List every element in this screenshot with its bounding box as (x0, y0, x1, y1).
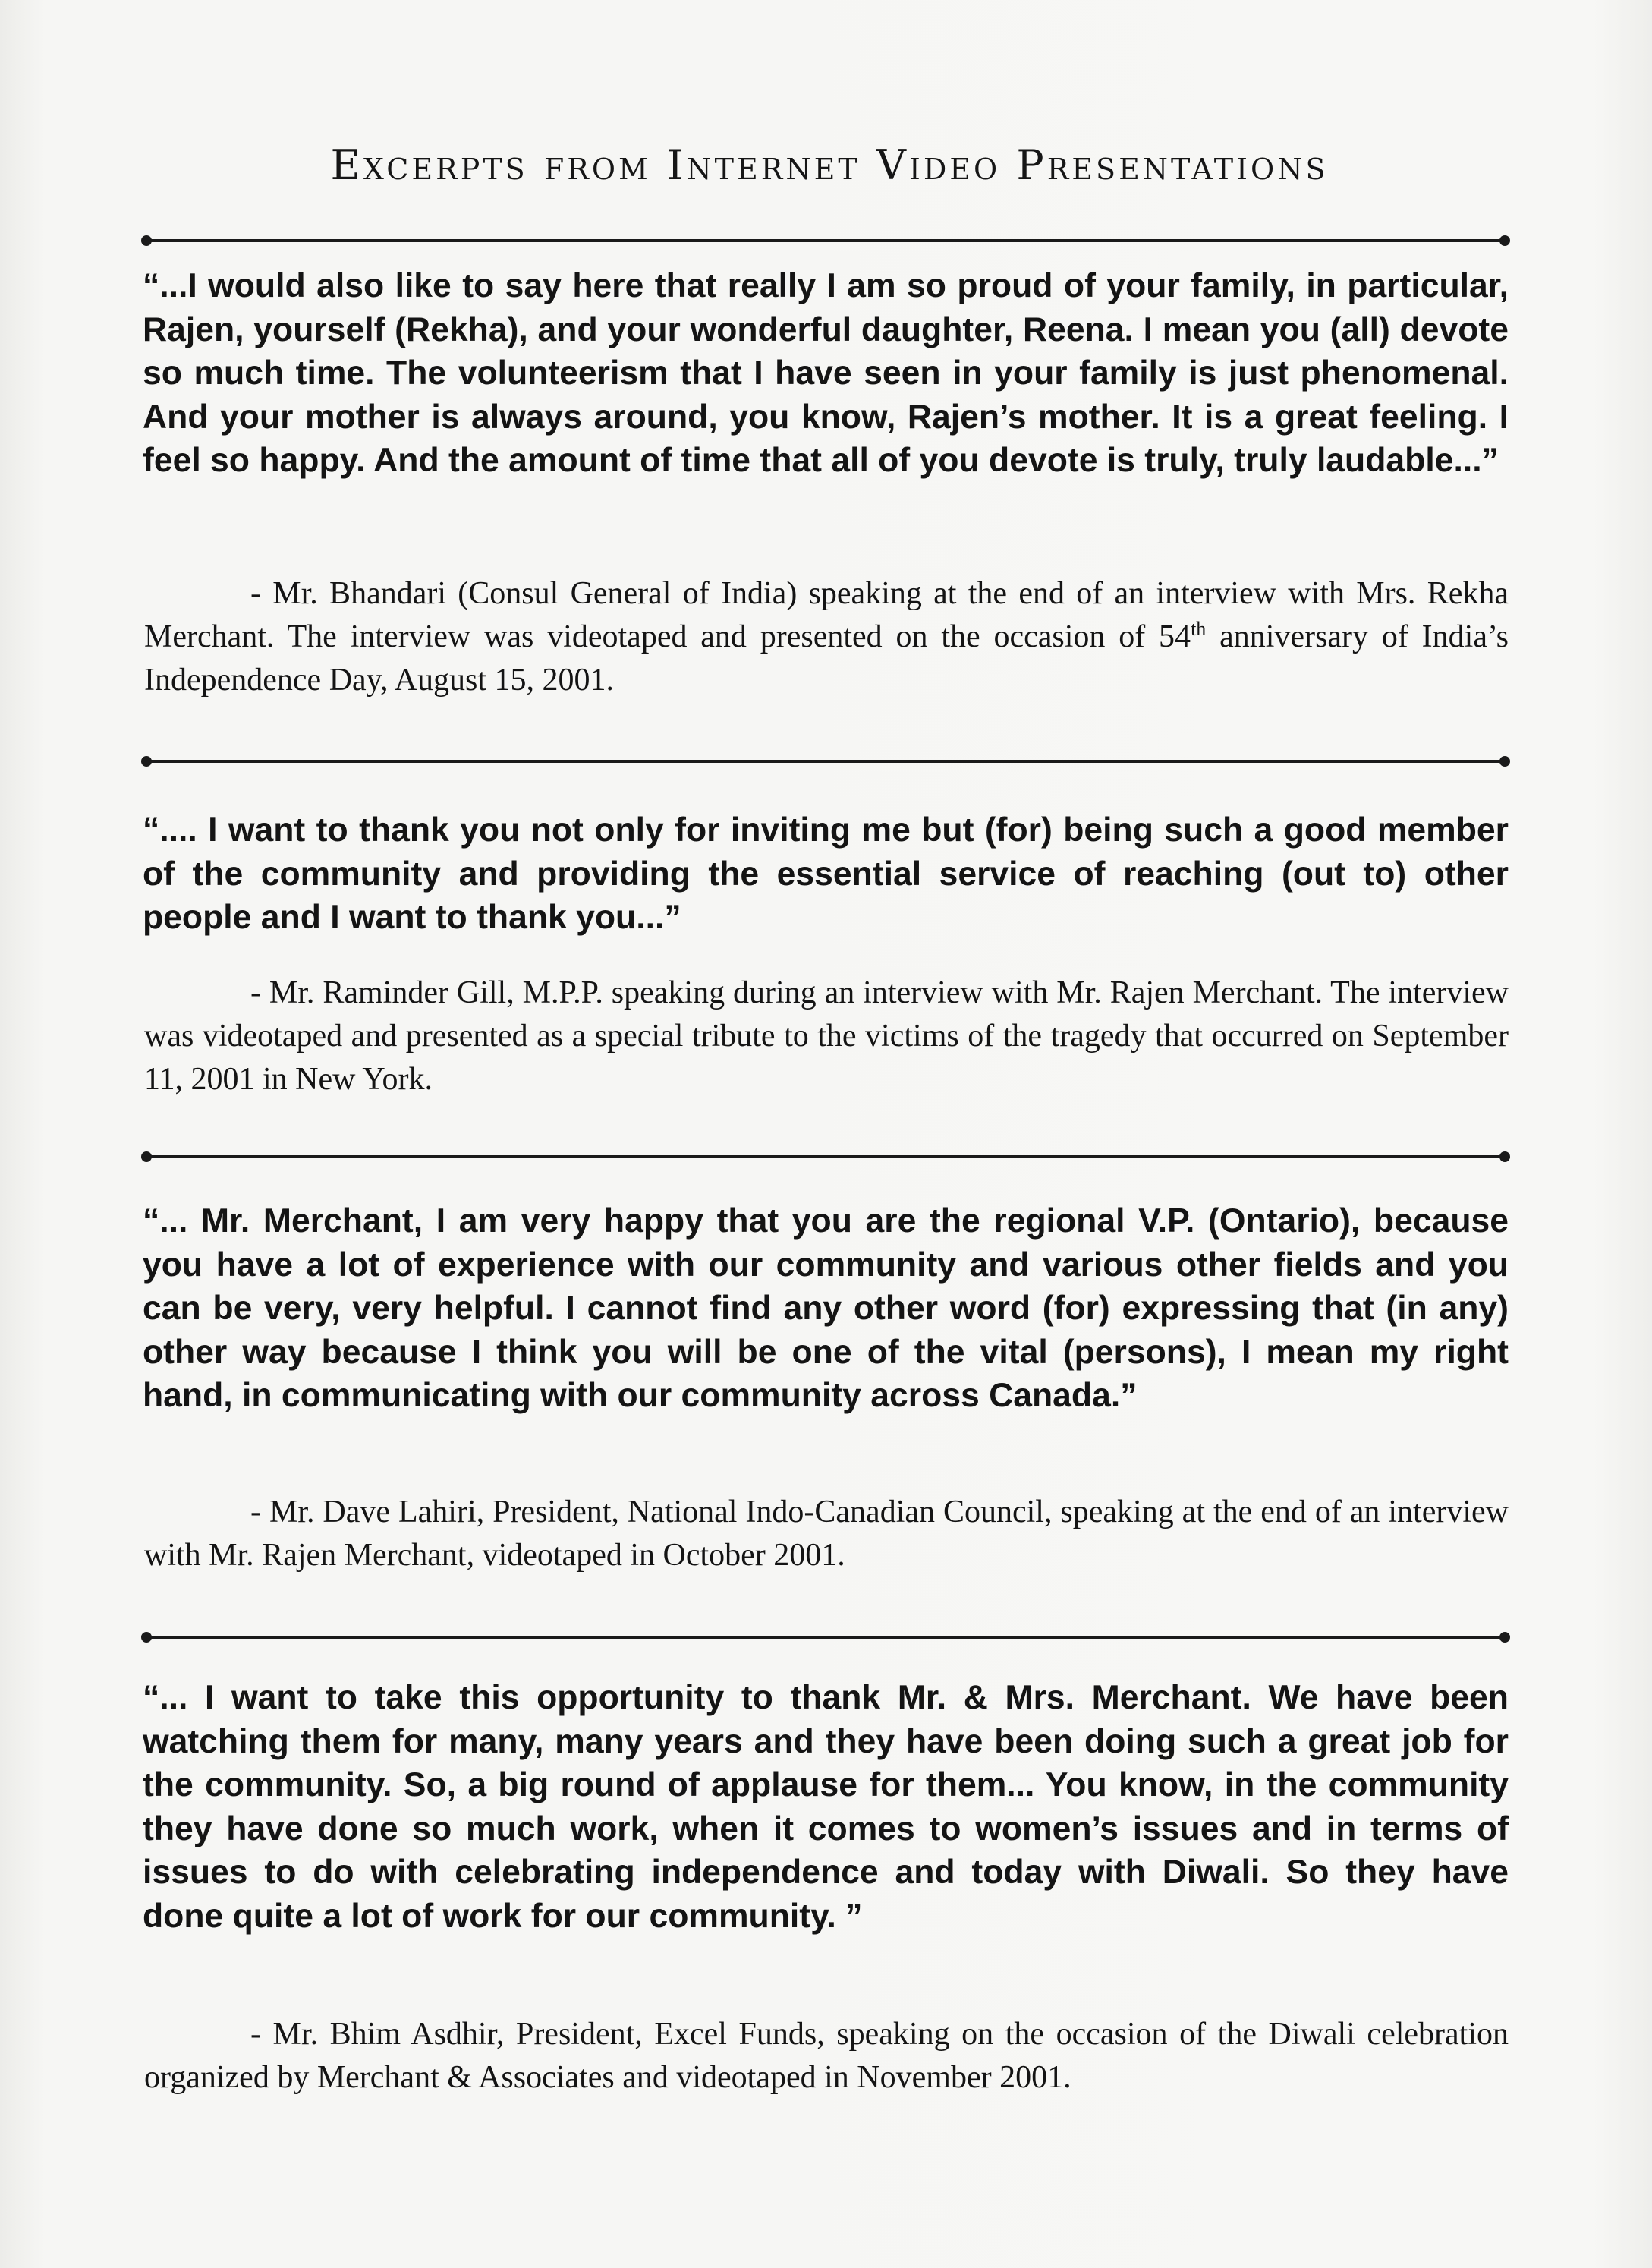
excerpt-attribution-1 (144, 572, 1509, 702)
divider-rule (146, 1155, 1506, 1158)
excerpt-attribution-3 (144, 1491, 1509, 1577)
attribution-2-text: - Mr. Raminder Gill, M.P.P. speaking during an interview with Mr. Rajen Merchant. The interview was videotaped and presented as a special tribute to the victims of the tragedy that occurred on September 11, 2001 in New York. (144, 975, 1509, 1097)
divider-rule (146, 1636, 1506, 1639)
attribution-1-superscript: th (1191, 618, 1207, 640)
excerpt-attribution-2 (144, 972, 1509, 1101)
excerpt-quote-1: “...I would also like to say here that really I am so proud of your family, in particular, Rajen, yourself (Rekha), and your wonderful daughter, Reena. I mean you (all) devote so much time. The volunteerism that I have seen in your family is just phenomenal. And your mother is always around, you know, Rajen’s mother. It is a great feeling. I feel so happy. And the amount of time that all of you devote is truly, truly laudable...” (143, 267, 1509, 479)
divider-rule (146, 239, 1506, 242)
excerpt-quote-3: “... Mr. Merchant, I am very happy that you are the regional V.P. (Ontario), because you have a lot of experience with our community and various other fields and you can be very, very helpful. I cannot find any other word (for) expressing that (in any) other way because I think you will be one of the vital (persons), I mean my right hand, in communicating with our community across Canada.” (143, 1202, 1509, 1414)
divider-rule (146, 760, 1506, 763)
attribution-3-text: - Mr. Dave Lahiri, President, National Indo-Canadian Council, speaking at the end of an interview with Mr. Rajen Merchant, videotaped in October 2001. (144, 1495, 1509, 1573)
attribution-1-text: - Mr. Bhandari (Consul General of India) speaking at the end of an interview with Mrs. Rekha Merchant. The interview was videotaped and presented on the occasion of 54 (144, 576, 1509, 654)
excerpt-quote-2: “.... I want to thank you not only for inviting me but (for) being such a good member of the community and providing the essential service of reaching (out to) other people and I want to thank you...” (143, 811, 1509, 936)
excerpt-attribution-4 (144, 2013, 1509, 2099)
attribution-4-text: - Mr. Bhim Asdhir, President, Excel Funds, speaking on the occasion of the Diwali celebration organized by Merchant & Associates and videotaped in November 2001. (144, 2017, 1509, 2095)
page-title: Excerpts from Internet Video Presentations (330, 141, 1329, 190)
attribution-1-text-end: anniversary of India’s Independence Day, August 15, 2001. (144, 619, 1509, 698)
excerpt-quote-4: “... I want to take this opportunity to thank Mr. & Mrs. Merchant. We have been watching them for many, many years and they have been doing such a great job for the community. So, a big round of applause for them... You know, in the community they have done so much work, when it comes to women’s issues and in terms of issues to do with celebrating independence and today with Diwali. So they have done quite a lot of work for our community. ” (143, 1679, 1509, 1935)
